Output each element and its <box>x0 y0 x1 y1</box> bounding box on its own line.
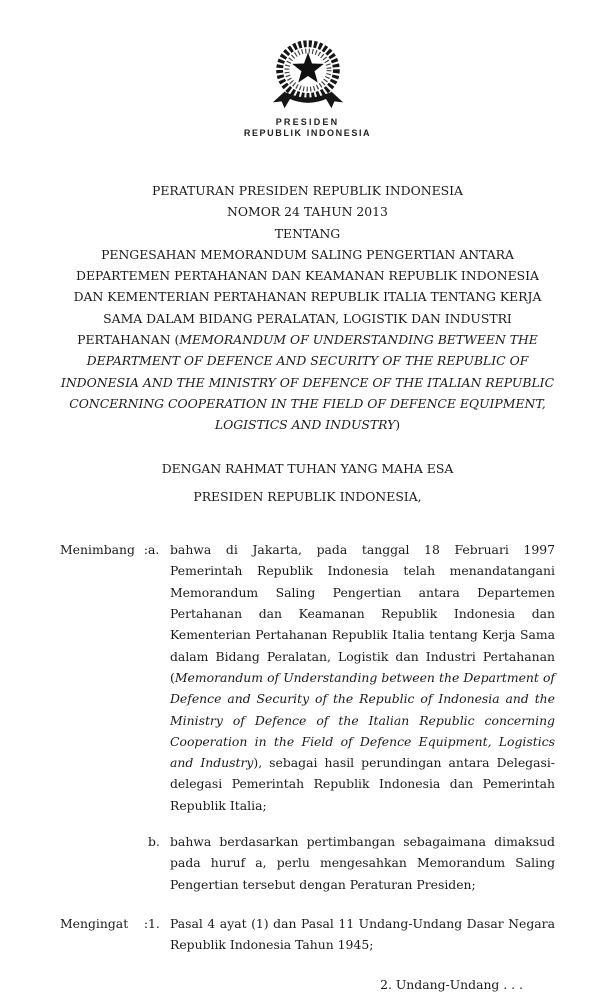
menimbang-word: Menimbang <box>60 542 135 558</box>
subject-english-text: MEMORANDUM OF UNDERSTANDING BETWEEN THE DEPARTMENT OF DEFENCE AND SECURITY OF THE REPUBLIC OF INDONESIA AND THE MINISTRY OF DEFENCE OF THE ITALIAN REPUBLIC CONCERNING COOPERATION IN THE FIELD OF DEFENCE EQUIPMENT, LOGISTICS AND INDUSTRY <box>60 332 555 433</box>
menimbang-item-b <box>148 831 555 895</box>
invocation-line: DENGAN RAHMAT TUHAN YANG MAHA ESA <box>161 460 454 476</box>
letterhead-republik-indonesia: REPUBLIK INDONESIA <box>243 128 372 138</box>
item-marker-1: 1. <box>148 915 160 931</box>
emblem-container <box>60 36 555 112</box>
title-block <box>60 180 555 436</box>
regulation-title: PERATURAN PRESIDEN REPUBLIK INDONESIA <box>151 183 463 198</box>
menimbang-section <box>60 539 555 895</box>
menimbang-colon: : <box>143 542 148 558</box>
item-1-text: Pasal 4 ayat (1) dan Pasal 11 Undang-Undang Dasar Negara Republik Indonesia Tahun 1945; <box>170 915 555 953</box>
menimbang-item-a-text <box>170 539 555 816</box>
catchword: 2. Undang-Undang . . . <box>380 976 523 992</box>
subject-closing-paren: ) <box>395 417 401 433</box>
mengingat-item-1 <box>148 913 555 956</box>
regulation-number: NOMOR 24 TAHUN 2013 <box>227 204 388 220</box>
item-marker-a: a. <box>148 542 160 558</box>
item-marker-b: b. <box>148 834 160 850</box>
mengingat-label <box>60 913 148 956</box>
letterhead-presiden: PRESIDEN <box>275 117 340 127</box>
tentang-label: TENTANG <box>274 225 341 241</box>
subject-indonesian-text: PENGESAHAN MEMORANDUM SALING PENGERTIAN ANTARA DEPARTEMEN PERTAHANAN DAN KEAMANAN REPUBLIK INDONESIA DAN KEMENTERIAN PERTAHANAN REPUBLIK ITALIA TENTANG KERJA SAMA DALAM BIDANG PERALATAN, LOGISTIK DAN INDUSTRI PERTAHANAN ( <box>73 246 542 348</box>
mengingat-word: Mengingat <box>60 915 129 931</box>
item-a-indonesian-pre: bahwa di Jakarta, pada tanggal 18 Februari 1997 Pemerintah Republik Indonesia telah menandatangani Memorandum Saling Pengertian antara Departemen Pertahanan dan Keamanan Republik Indonesia dan Kementerian Pertahanan Republik Italia tentang Kerja Sama dalam Bidang Peralatan, Logistik dan Industri Pertahanan ( <box>170 542 555 685</box>
mengingat-section <box>60 913 555 956</box>
presidential-emblem-icon <box>265 36 351 112</box>
issuer-line: PRESIDEN REPUBLIK INDONESIA, <box>193 488 422 504</box>
menimbang-items <box>148 539 555 895</box>
menimbang-item-a <box>148 539 555 816</box>
item-a-english-italic: Memorandum of Understanding between the Department of Defence and Security of the Republic of Indonesia and the Ministry of Defence of the Italian Republic concerning Cooperation in the Field of Defence Equipment, Logistics and Industry <box>170 669 555 771</box>
regulation-subject <box>60 244 555 436</box>
mengingat-items <box>148 913 555 956</box>
mengingat-colon: : <box>143 915 148 931</box>
letterhead <box>60 36 555 138</box>
item-b-text: bahwa berdasarkan pertimbangan sebagaimana dimaksud pada huruf a, perlu mengesahkan Memorandum Saling Pengertian tersebut dengan Peraturan Presiden; <box>170 834 555 892</box>
mengingat-item-1-text <box>170 913 555 956</box>
menimbang-label <box>60 539 148 895</box>
menimbang-item-b-text <box>170 831 555 895</box>
item-a-indonesian-post: ), sebagai hasil perundingan antara Delegasi-delegasi Pemerintah Republik Indonesia dan Pemerintah Republik Italia; <box>170 755 555 813</box>
